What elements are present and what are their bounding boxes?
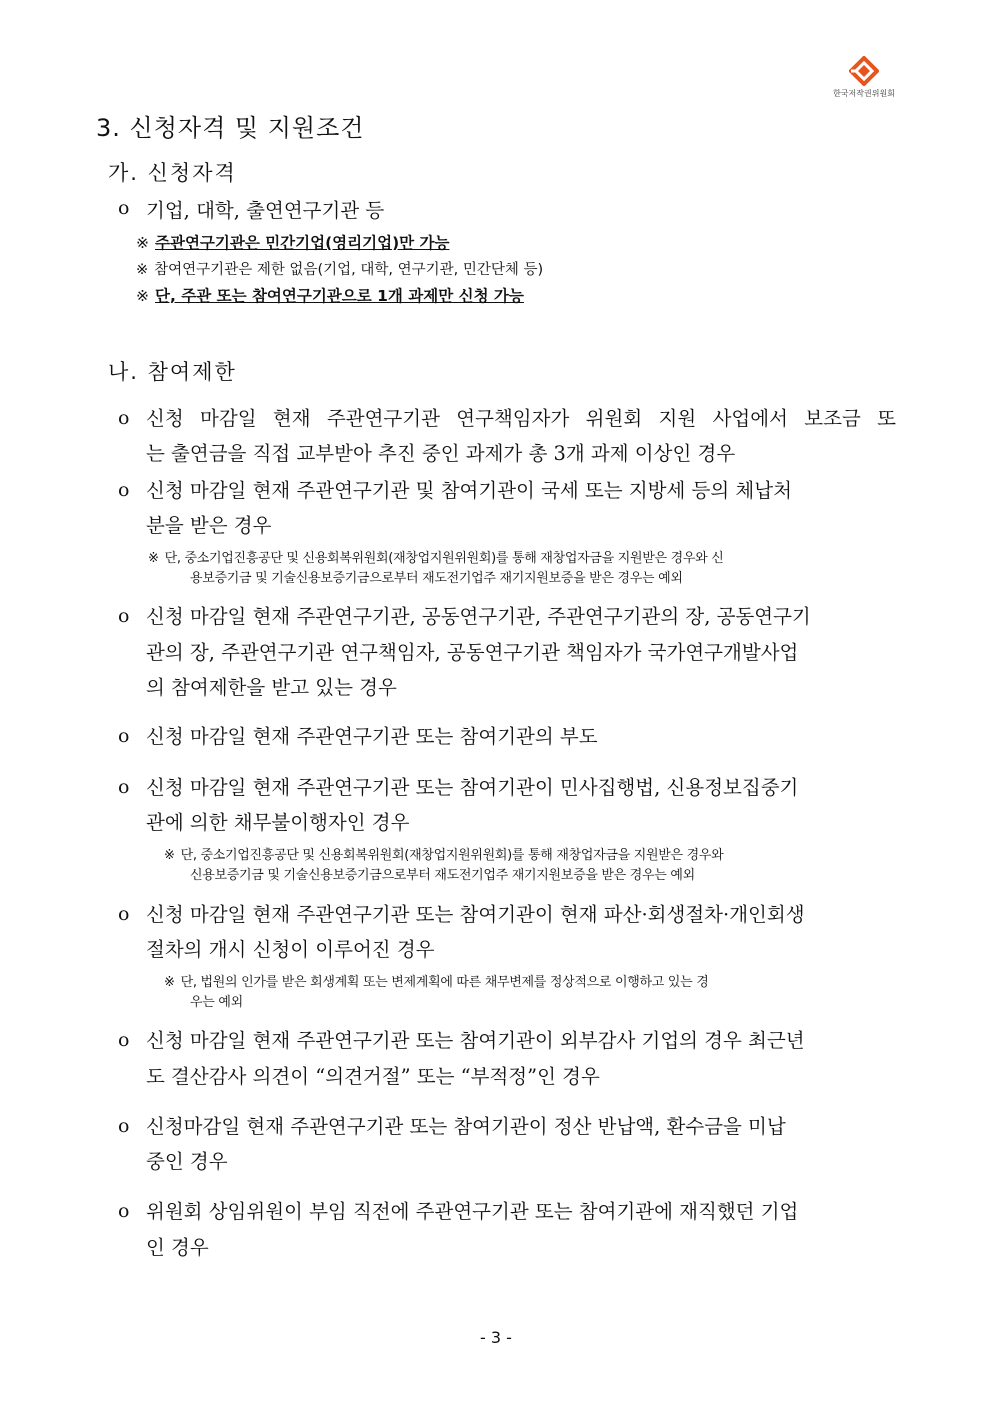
org-logo [824, 56, 904, 99]
eligibility-note: ※ 주관연구기관은 민간기업(영리기업)만 가능 [136, 234, 450, 252]
restriction-line: 는 출연금을 직접 교부받아 추진 중인 과제가 총 3개 과제 이상인 경우 [146, 442, 736, 465]
restriction-note: ※ 단, 법원의 인가를 받은 회생계획 또는 변제계획에 따른 채무변제를 정상적으로 이행하고 있는 경 [164, 975, 709, 990]
eligibility-bullet: 기업, 대학, 출연연구기관 등 [146, 199, 385, 222]
org-logo-icon [849, 56, 879, 86]
restriction-bullet-mark: ο [118, 407, 130, 429]
restriction-line: 관에 의한 채무불이행자인 경우 [146, 811, 410, 834]
eligibility-bullet-mark: ο [118, 197, 130, 219]
section-title: 3. 신청자격 및 지원조건 [96, 114, 365, 142]
restriction-line: 위원회 상임위원이 부임 직전에 주관연구기관 또는 참여기관에 재직했던 기업 [146, 1200, 799, 1223]
restriction-bullet-mark: ο [118, 605, 130, 627]
restriction-line: 신청 마감일 현재 주관연구기관 또는 참여기관이 민사집행법, 신용정보집중기 [146, 776, 799, 799]
restriction-line: 신청 마감일 현재 주관연구기관 또는 참여기관의 부도 [146, 725, 598, 748]
restriction-bullet-mark: ο [118, 1115, 130, 1137]
restriction-line: 절차의 개시 신청이 이루어진 경우 [146, 938, 435, 961]
restriction-bullet-mark: ο [118, 479, 130, 501]
restriction-line: 중인 경우 [146, 1150, 228, 1173]
eligibility-note: ※ 참여연구기관은 제한 없음(기업, 대학, 연구기관, 민간단체 등) [136, 262, 544, 278]
restriction-note-cont: 우는 예외 [190, 995, 243, 1010]
restriction-line: 의 참여제한을 받고 있는 경우 [146, 676, 397, 699]
restriction-bullet-mark: ο [118, 1029, 130, 1051]
restriction-bullet-mark: ο [118, 725, 130, 747]
restriction-line: 관의 장, 주관연구기관 연구책임자, 공동연구기관 책임자가 국가연구개발사업 [146, 641, 799, 664]
eligibility-note: ※ 단, 주관 또는 참여연구기관으로 1개 과제만 신청 가능 [136, 287, 524, 305]
restriction-line: 신청 마감일 현재 주관연구기관 및 참여기관이 국세 또는 지방세 등의 체납처 [146, 479, 792, 502]
restriction-line: 신청 마감일 현재 주관연구기관 또는 참여기관이 외부감사 기업의 경우 최근년 [146, 1029, 805, 1052]
restriction-bullet-mark: ο [118, 903, 130, 925]
restriction-line: 신청마감일 현재 주관연구기관 또는 참여기관이 정산 반납액, 환수금을 미납 [146, 1115, 786, 1138]
restriction-note: ※ 단, 중소기업진흥공단 및 신용회복위원회(재창업지원위원회)를 통해 재창업자금을 지원받은 경우와 신 [148, 551, 724, 566]
restriction-note: ※ 단, 중소기업진흥공단 및 신용회복위원회(재창업지원위원회)를 통해 재창업자금을 지원받은 경우와 [164, 848, 724, 863]
org-name: 한국저작권위원회 [833, 89, 895, 98]
page-number: - 3 - [480, 1328, 512, 1347]
eligibility-heading: 가. 신청자격 [108, 161, 237, 185]
restriction-line: 신청 마감일 현재 주관연구기관 또는 참여기관이 현재 파산·회생절차·개인회생 [146, 903, 805, 926]
restriction-note-cont: 용보증기금 및 기술신용보증기금으로부터 재도전기업주 재기지원보증을 받은 경우는 예외 [190, 571, 683, 586]
restriction-line: 분을 받은 경우 [146, 514, 272, 537]
restriction-note-cont: 신용보증기금 및 기술신용보증기금으로부터 재도전기업주 재기지원보증을 받은 경우는 예외 [190, 868, 695, 883]
restriction-bullet-mark: ο [118, 1200, 130, 1222]
restriction-line: 인 경우 [146, 1236, 209, 1259]
restriction-line: 도 결산감사 의견이 “의견거절” 또는 “부적정”인 경우 [146, 1065, 600, 1088]
restriction-line: 신청 마감일 현재 주관연구기관 연구책임자가 위원회 지원 사업에서 보조금 또 [146, 407, 896, 430]
restrictions-heading: 나. 참여제한 [108, 360, 237, 384]
restriction-line: 신청 마감일 현재 주관연구기관, 공동연구기관, 주관연구기관의 장, 공동연구기 [146, 605, 811, 628]
restriction-bullet-mark: ο [118, 776, 130, 798]
